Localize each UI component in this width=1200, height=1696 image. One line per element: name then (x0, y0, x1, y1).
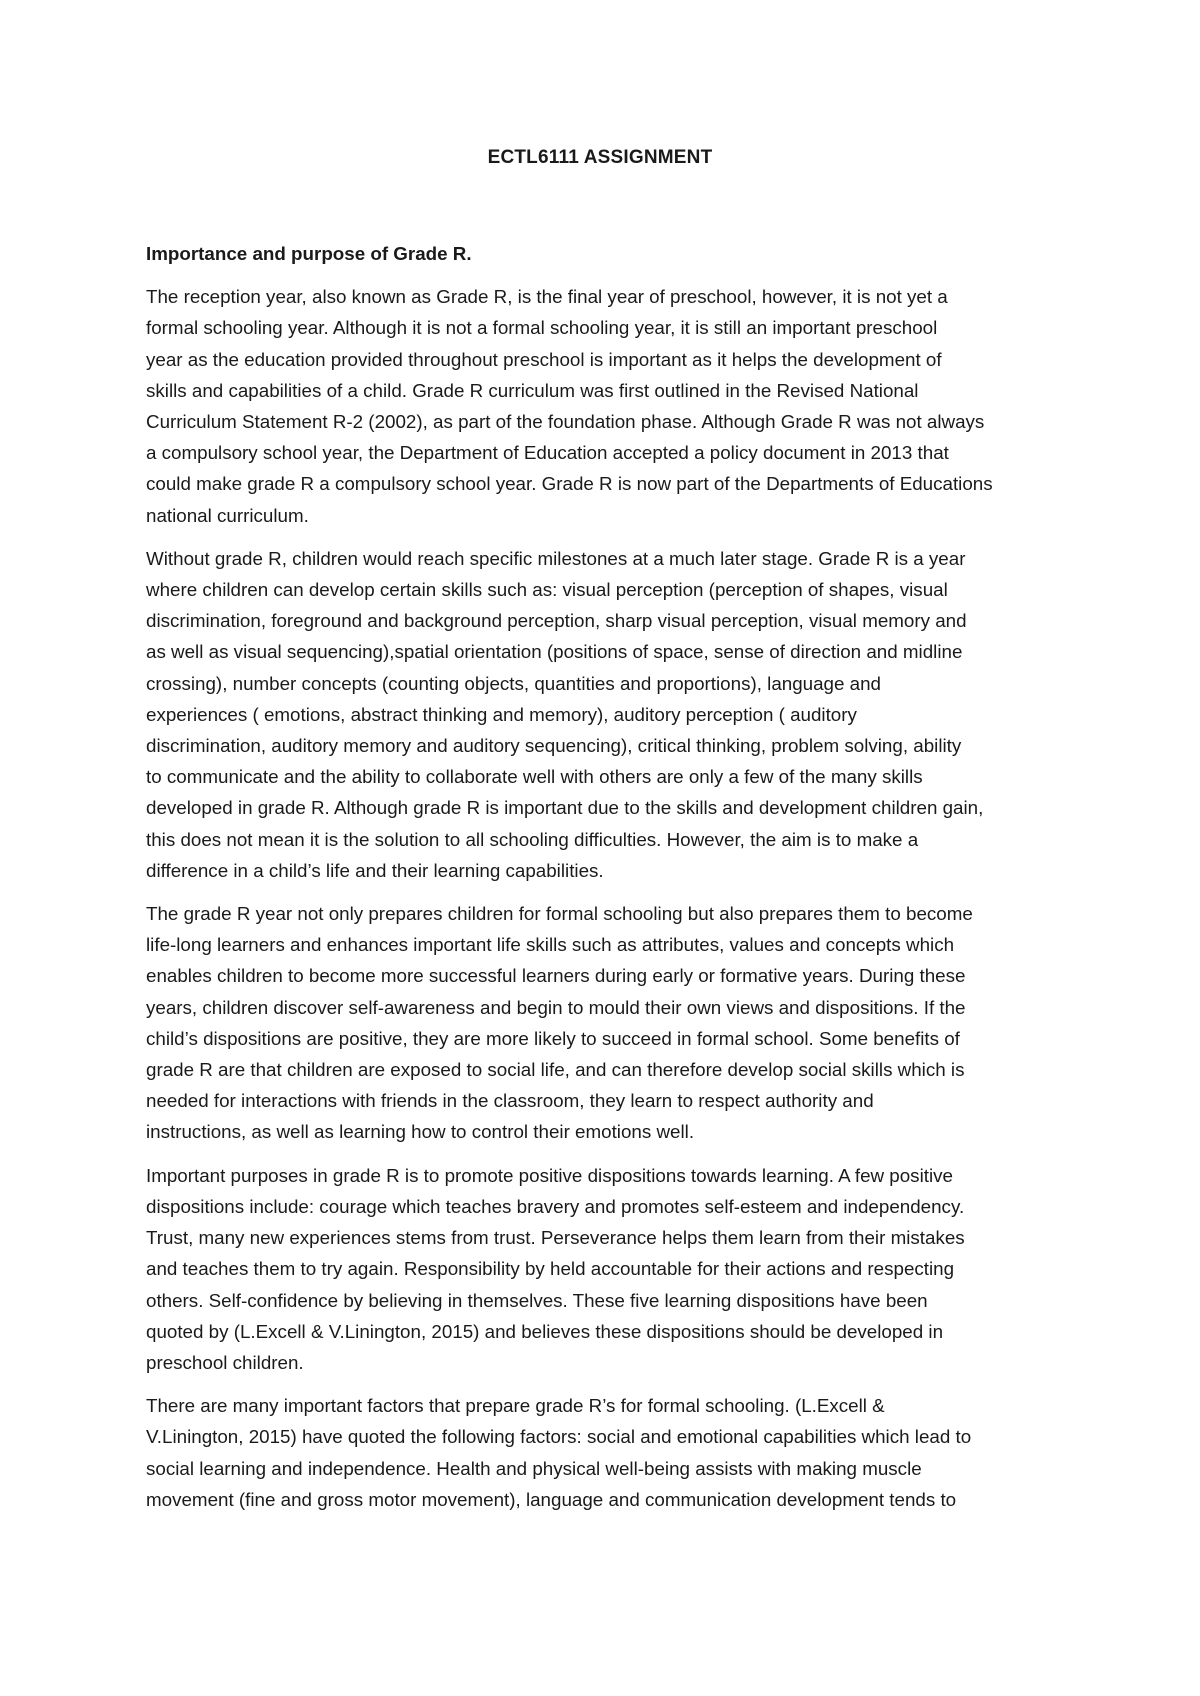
text-line: enables children to become more successful learners during early or formative years. During these (146, 965, 966, 987)
text-line: The reception year, also known as Grade R, is the final year of preschool, however, it is not yet a (146, 286, 948, 308)
text-line: discrimination, auditory memory and auditory sequencing), critical thinking, problem solving, ability (146, 735, 962, 757)
text-line: discrimination, foreground and background perception, sharp visual perception, visual memory and (146, 610, 967, 632)
text-line: to communicate and the ability to collaborate well with others are only a few of the many skills (146, 766, 923, 788)
section-heading: Importance and purpose of Grade R. (146, 243, 472, 264)
text-line: life-long learners and enhances important life skills such as attributes, values and concepts which (146, 934, 955, 956)
text-line: instructions, as well as learning how to control their emotions well. (146, 1121, 695, 1143)
text-line: There are many important factors that prepare grade R’s for formal schooling. (L.Excell & (146, 1395, 885, 1417)
text-line: child’s dispositions are positive, they are more likely to succeed in formal school. Some benefits of (146, 1027, 960, 1049)
text-line: Without grade R, children would reach specific milestones at a much later stage. Grade R is a year (146, 547, 966, 569)
text-line: as well as visual sequencing),spatial orientation (positions of space, sense of direction and midline (146, 641, 963, 663)
text-line: could make grade R a compulsory school year. Grade R is now part of the Departments of Educations (146, 473, 993, 495)
text-line: V.Linington, 2015) have quoted the following factors: social and emotional capabilities which lead to (146, 1426, 972, 1448)
text-line: difference in a child’s life and their learning capabilities. (146, 859, 604, 881)
text-line: Important purposes in grade R is to promote positive dispositions towards learning. A few positive (146, 1164, 953, 1186)
text-line: needed for interactions with friends in the classroom, they learn to respect authority and (146, 1090, 874, 1112)
text-line: grade R are that children are exposed to social life, and can therefore develop social skills which is (146, 1059, 965, 1081)
paragraph-3 (146, 898, 1066, 1148)
document-body (146, 238, 1066, 1527)
text-line: a compulsory school year, the Department of Education accepted a policy document in 2013 that (146, 442, 949, 464)
text-line: others. Self-confidence by believing in themselves. These five learning dispositions have been (146, 1289, 928, 1311)
paragraph-1 (146, 281, 1066, 531)
text-line: this does not mean it is the solution to all schooling difficulties. However, the aim is to make a (146, 828, 919, 850)
text-line: and teaches them to try again. Responsibility by held accountable for their actions and respecting (146, 1258, 955, 1280)
text-line: crossing), number concepts (counting objects, quantities and proportions), language and (146, 672, 881, 694)
text-line: skills and capabilities of a child. Grade R curriculum was first outlined in the Revised National (146, 379, 919, 401)
paragraph-2 (146, 543, 1066, 886)
text-line: Curriculum Statement R-2 (2002), as part of the foundation phase. Although Grade R was not always (146, 411, 985, 433)
text-line: movement (fine and gross motor movement), language and communication development tends to (146, 1488, 957, 1510)
document-title: ECTL6111 ASSIGNMENT (487, 147, 713, 168)
text-line: dispositions include: courage which teaches bravery and promotes self-esteem and independency. (146, 1195, 965, 1217)
text-line: social learning and independence. Health and physical well-being assists with making muscle (146, 1457, 922, 1479)
text-line: years, children discover self-awareness and begin to mould their own views and dispositions. If the (146, 996, 966, 1018)
text-line: developed in grade R. Although grade R is important due to the skills and development children gain, (146, 797, 984, 819)
paragraph-5 (146, 1390, 1066, 1515)
text-line: quoted by (L.Excell & V.Linington, 2015) and believes these dispositions should be developed in (146, 1320, 944, 1342)
text-line: experiences ( emotions, abstract thinking and memory), auditory perception ( auditory (146, 703, 857, 725)
text-line: preschool children. (146, 1351, 304, 1373)
text-line: national curriculum. (146, 504, 309, 526)
text-line: Trust, many new experiences stems from trust. Perseverance helps them learn from their mistakes (146, 1227, 965, 1249)
paragraph-4 (146, 1160, 1066, 1378)
text-line: formal schooling year. Although it is not a formal schooling year, it is still an important preschool (146, 317, 938, 339)
text-line: The grade R year not only prepares children for formal schooling but also prepares them to become (146, 903, 973, 925)
text-line: year as the education provided throughout preschool is important as it helps the development of (146, 348, 942, 370)
text-line: where children can develop certain skills such as: visual perception (perception of shapes, visual (146, 579, 948, 601)
